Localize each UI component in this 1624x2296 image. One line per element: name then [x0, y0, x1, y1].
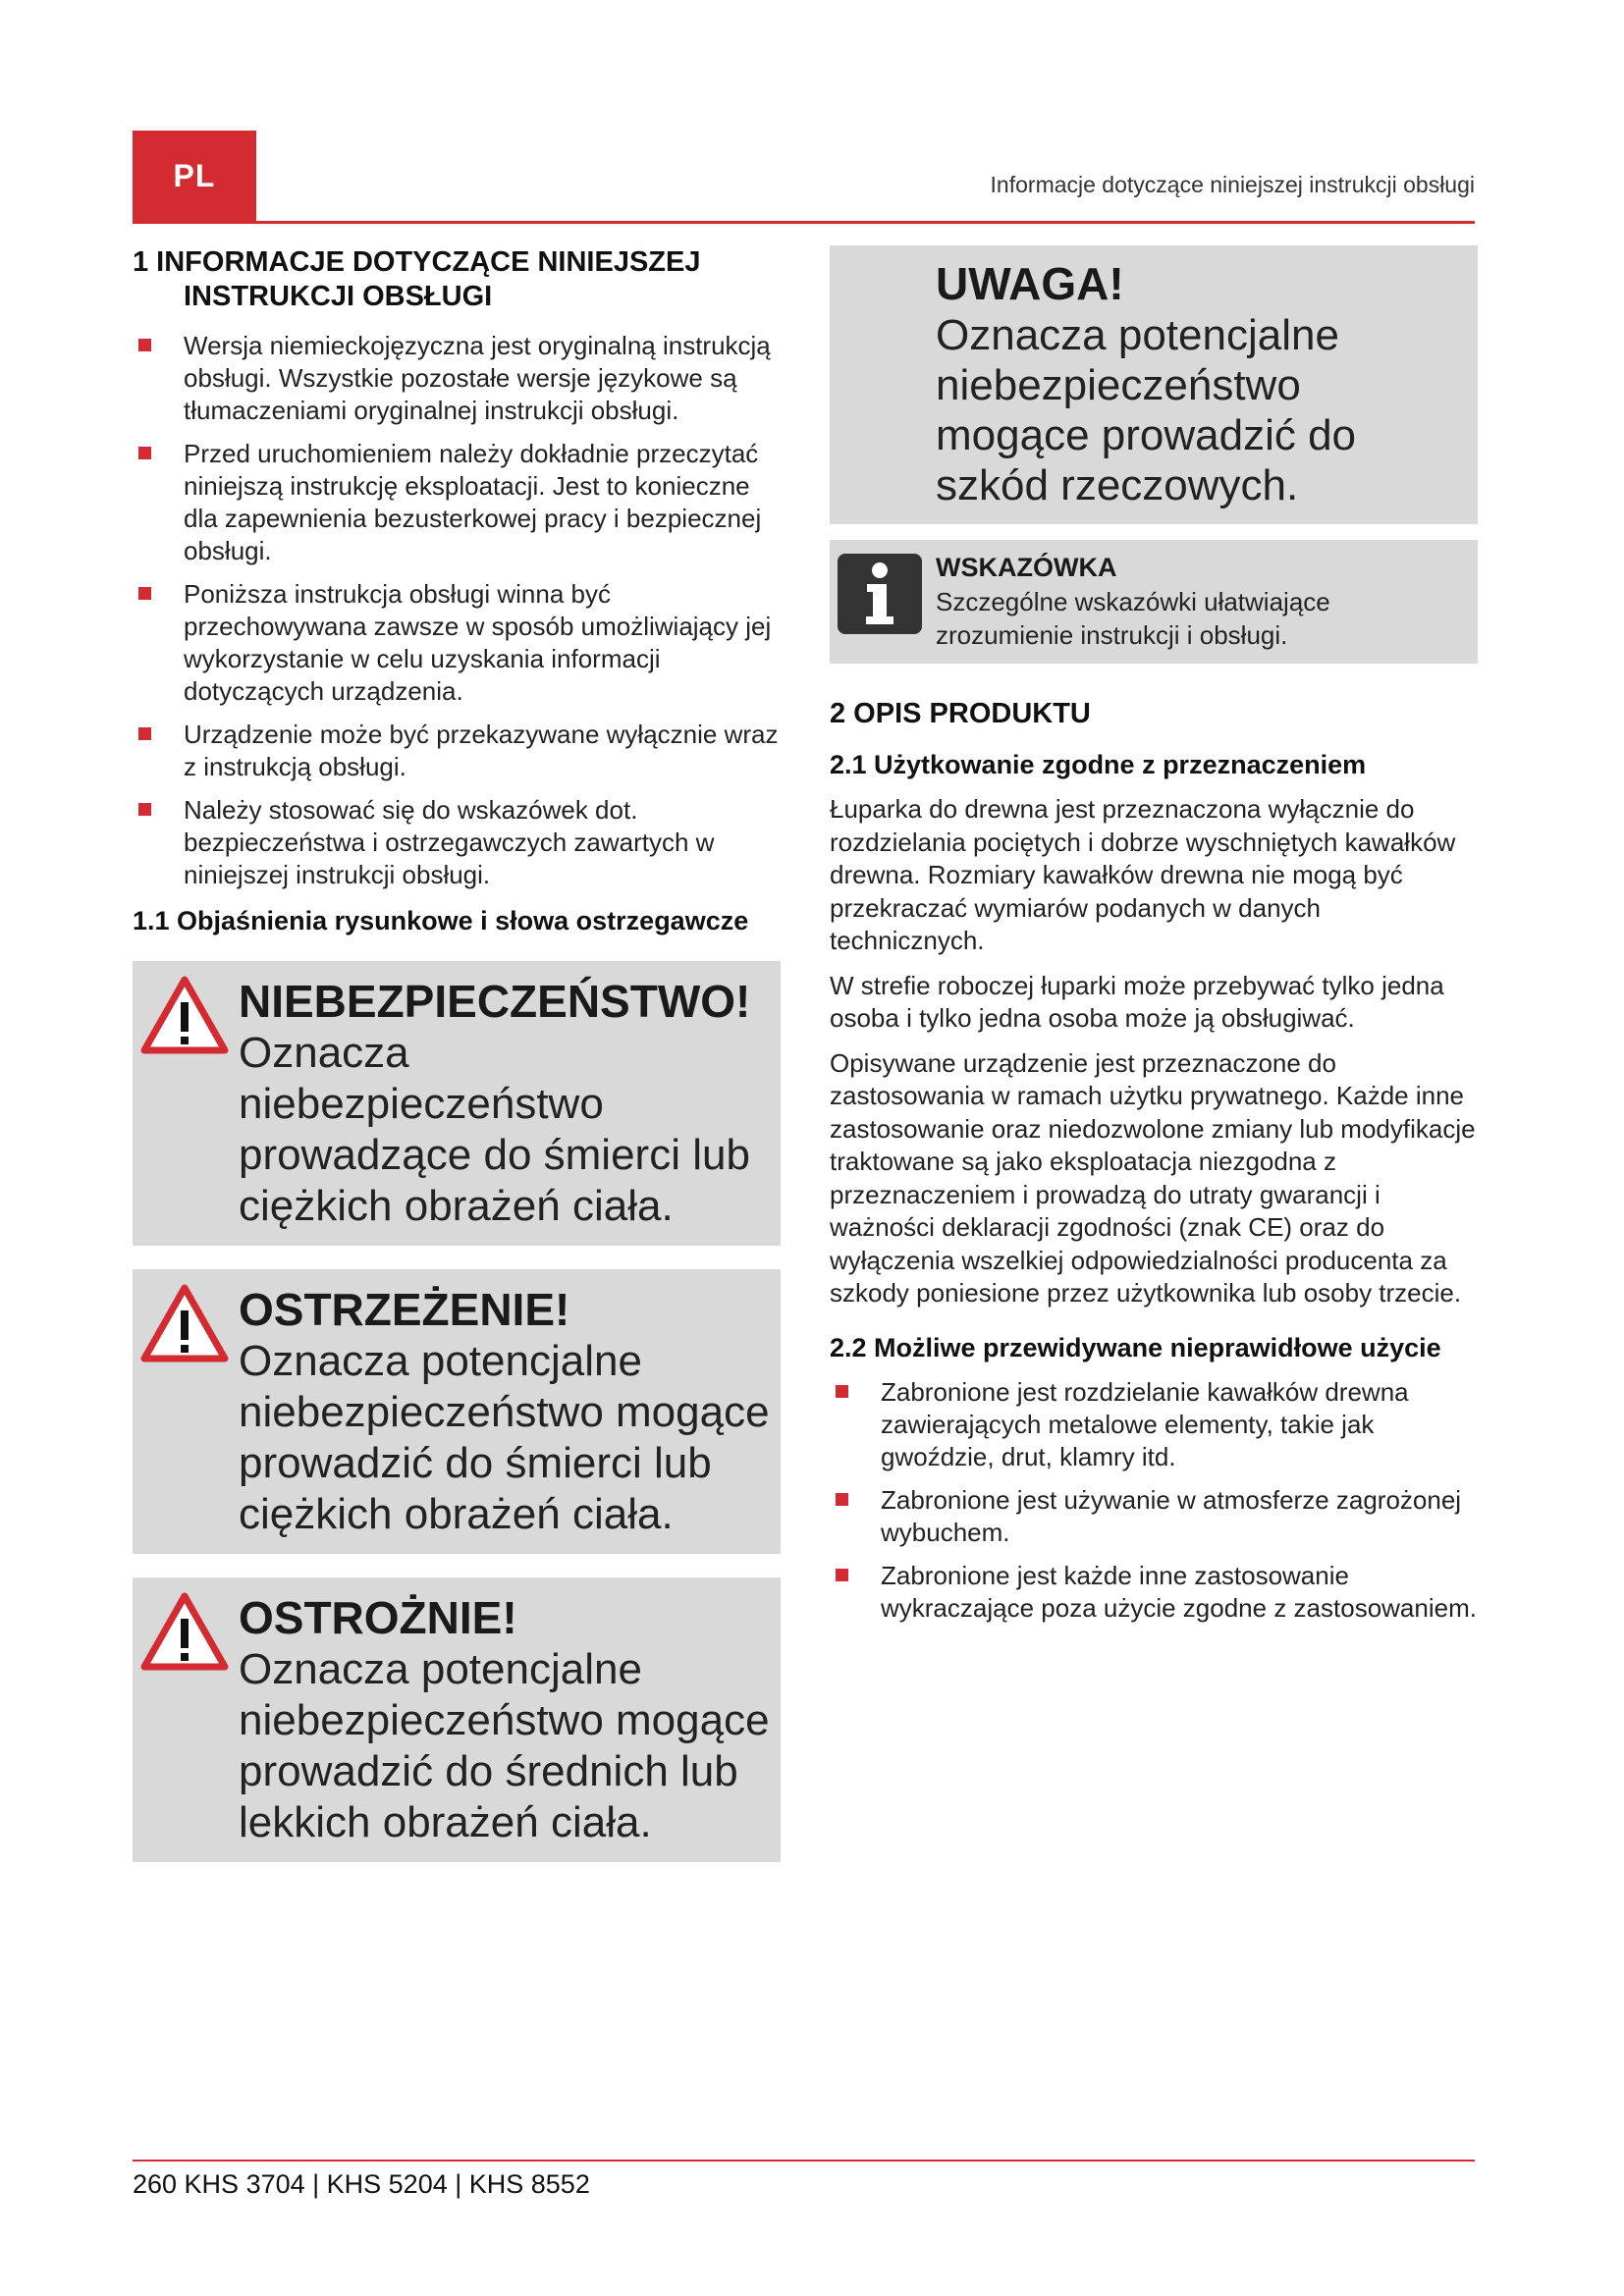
running-header: Informacje dotyczące niniejszej instrukcji obsługi: [990, 172, 1475, 197]
list-item: Zabronione jest używanie w atmosferze zagrożonej wybuchem.: [830, 1484, 1478, 1549]
list-item: Urządzenie może być przekazywane wyłącznie wraz z instrukcją obsługi.: [133, 719, 781, 783]
list-item: Wersja niemieckojęzyczna jest oryginalną instrukcją obsługi. Wszystkie pozostałe wersje językowe są tłumaczeniami oryginalnej instrukcji obsługi.: [133, 330, 781, 427]
hint-title: WSKAZÓWKA: [936, 553, 1117, 582]
left-column: [133, 245, 781, 1886]
bullet-icon: [836, 1569, 848, 1581]
section-2-heading: 2 OPIS PRODUKTU: [830, 698, 1091, 729]
caution-title: OSTROŻNIE!: [239, 1592, 517, 1643]
warning-triangle-icon: [140, 1283, 229, 1363]
footer-rule: [133, 2160, 1475, 2162]
bullet-icon: [138, 447, 151, 459]
caution-box: [133, 1577, 781, 1862]
paragraph: Łuparka do drewna jest przeznaczona wyłącznie do rozdzielania pociętych i dobrze wyschniętych kawałków drewna. Rozmiary kawałków drewna nie mogą być przekraczać wymiarów podanych w danych technicznych.: [830, 794, 1456, 955]
notice-description: Oznacza potencjalne niebezpieczeństwo mogące prowadzić do szkód rzeczowych.: [936, 311, 1357, 509]
bullet-icon: [138, 727, 151, 740]
warning-description: Oznacza potencjalne niebezpieczeństwo mogące prowadzić do śmierci lub ciężkich obrażeń ciała.: [239, 1337, 770, 1538]
section-1-list: [133, 330, 781, 891]
info-icon: [838, 554, 922, 634]
section-2-2-heading: 2.2 Możliwe przewidywane nieprawidłowe użycie: [830, 1332, 1441, 1362]
hint-description: Szczególne wskazówki ułatwiające zrozumienie instrukcji i obsługi.: [936, 587, 1330, 650]
bullet-icon: [138, 339, 151, 351]
warning-triangle-icon: [140, 975, 229, 1055]
notice-title: UWAGA!: [936, 258, 1124, 309]
notice-box: [830, 245, 1478, 524]
bullet-icon: [836, 1385, 848, 1398]
caution-description: Oznacza potencjalne niebezpieczeństwo mogące prowadzić do średnich lub lekkich obrażeń ciała.: [239, 1645, 770, 1846]
page-footer: 260 KHS 3704 | KHS 5204 | KHS 8552: [133, 2169, 590, 2199]
right-column: [830, 245, 1478, 1635]
language-badge: PL: [133, 131, 256, 221]
bullet-icon: [138, 587, 151, 600]
list-item: Należy stosować się do wskazówek dot. bezpieczeństwa i ostrzegawczych zawartych w niniejszej instrukcji obsługi.: [133, 794, 781, 891]
warning-triangle-icon: [140, 1591, 229, 1672]
list-item: Poniższa instrukcja obsługi winna być przechowywana zawsze w sposób umożliwiający jej wykorzystanie w celu uzyskania informacji dotyczących urządzenia.: [133, 578, 781, 708]
section-2-2-list: [830, 1376, 1478, 1625]
bullet-icon: [138, 803, 151, 816]
list-item: Przed uruchomieniem należy dokładnie przeczytać niniejszą instrukcję eksploatacji. Jest to konieczne dla zapewnienia bezusterkowej pracy i bezpiecznej obsługi.: [133, 438, 781, 567]
section-2-1-heading: 2.1 Użytkowanie zgodne z przeznaczeniem: [830, 750, 1367, 779]
danger-box: [133, 961, 781, 1246]
header-rule: [133, 221, 1475, 224]
paragraph: W strefie roboczej łuparki może przebywać tylko jedna osoba i tylko jedna osoba może ją obsługiwać.: [830, 970, 1444, 1033]
section-1-1-heading: 1.1 Objaśnienia rysunkowe i słowa ostrzegawcze: [133, 906, 749, 935]
paragraph: Opisywane urządzenie jest przeznaczone do zastosowania w ramach użytku prywatnego. Każde inne zastosowanie oraz niedozwolone zmiany lub modyfikacje traktowane są jako eksploatacja niezgodna z przeznaczeniem i prowadzą do utraty gwarancji i ważności deklaracji zgodności (znak CE) oraz do wyłączenia wszelkiej odpowiedzialności producenta za szkody poniesione przez użytkownika lub osoby trzecie.: [830, 1047, 1476, 1308]
bullet-icon: [836, 1493, 848, 1506]
list-item: Zabronione jest każde inne zastosowanie wykraczające poza użycie zgodne z zastosowaniem.: [830, 1560, 1478, 1625]
hint-box: [830, 540, 1478, 664]
danger-description: Oznacza niebezpieczeństwo prowadzące do śmierci lub ciężkich obrażeń ciała.: [239, 1029, 750, 1230]
warning-title: OSTRZEŻENIE!: [239, 1284, 570, 1335]
danger-title: NIEBEZPIECZEŃSTWO!: [239, 976, 751, 1027]
list-item: Zabronione jest rozdzielanie kawałków drewna zawierających metalowe elementy, takie jak gwoździe, drut, klamry itd.: [830, 1376, 1478, 1473]
section-1-heading: 1 INFORMACJE DOTYCZĄCE NINIEJSZEJ INSTRUKCJI OBSŁUGI: [133, 246, 701, 312]
warning-box: [133, 1269, 781, 1554]
